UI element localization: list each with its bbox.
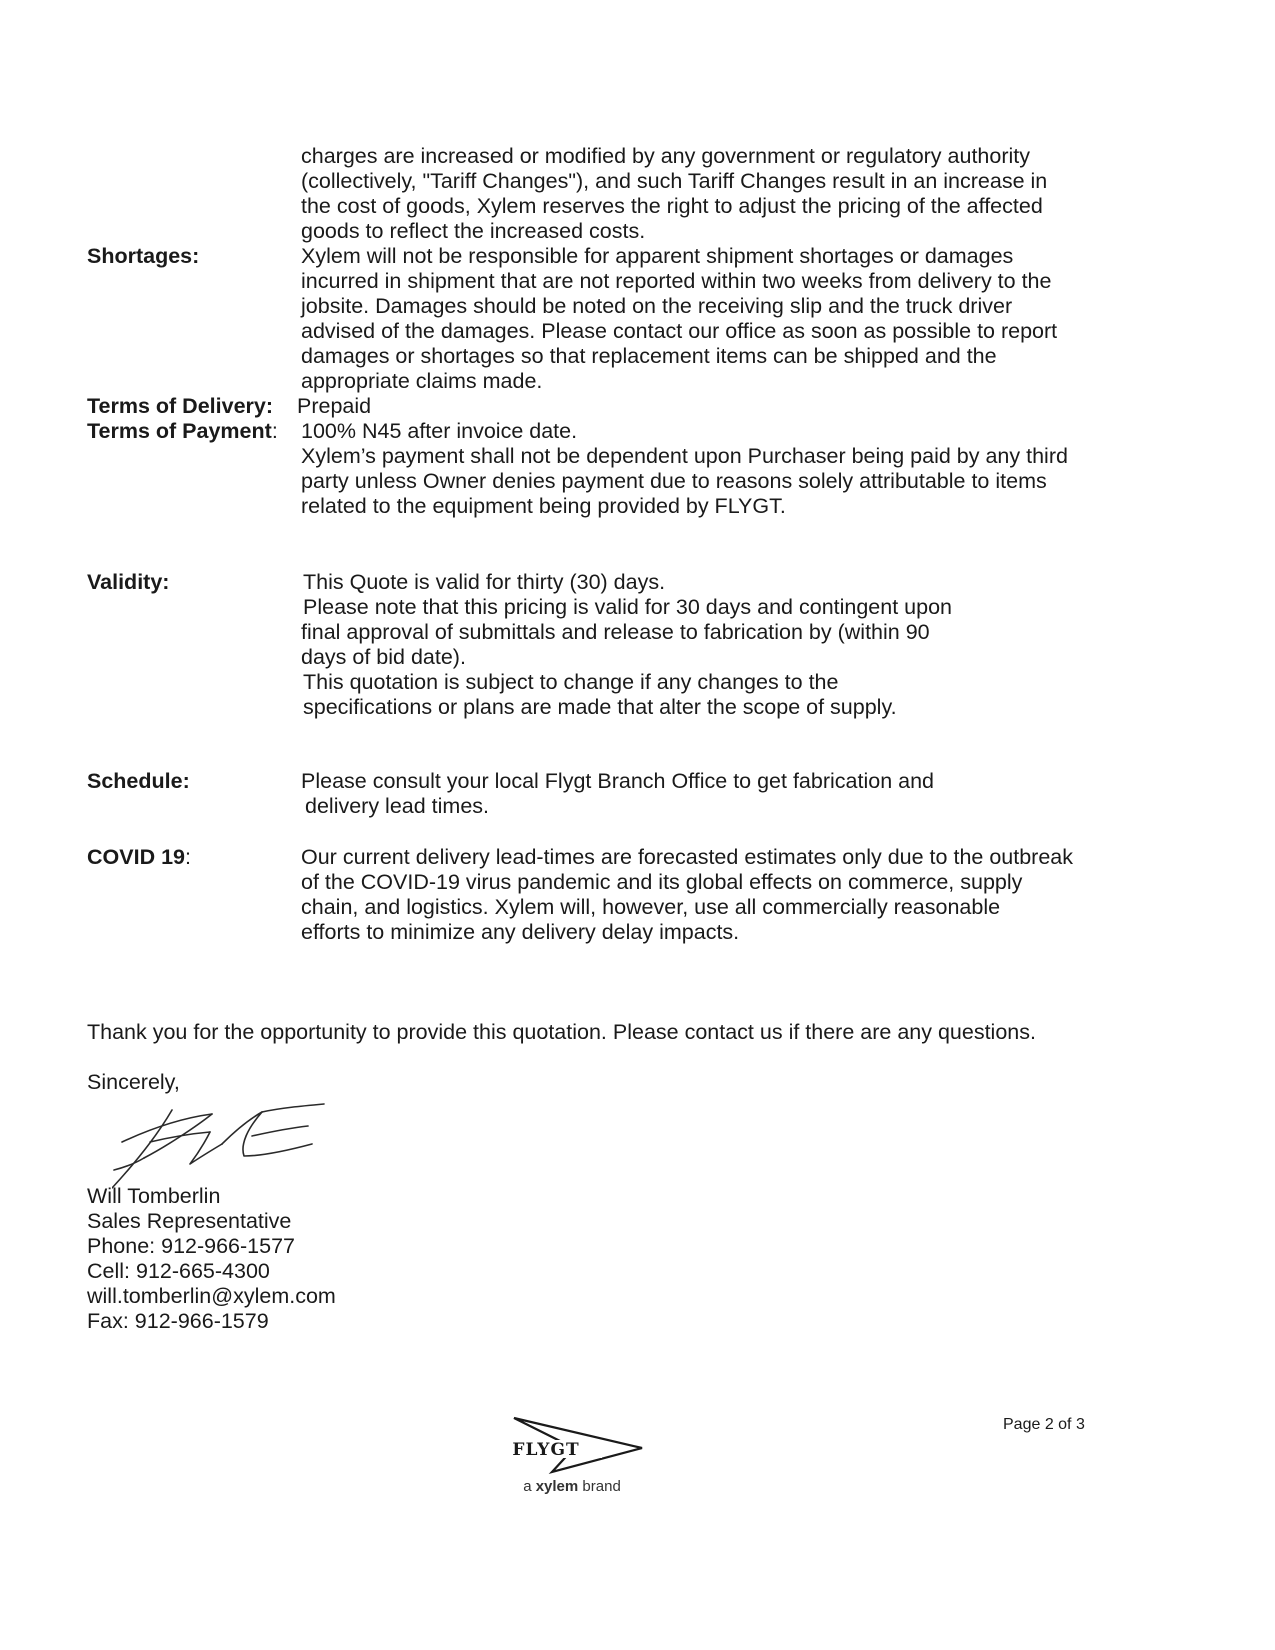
contact-phone: Phone: 912-966-1577	[87, 1234, 296, 1258]
tagline-brand: xylem	[535, 1478, 579, 1495]
covid-label-text: COVID 19	[87, 845, 185, 869]
payment-line: 100% N45 after invoice date.	[301, 419, 578, 443]
covid-label	[87, 844, 191, 870]
covid-line: of the COVID-19 virus pandemic and its global effects on commerce, supply	[301, 870, 1023, 894]
shortages-line: jobsite. Damages should be noted on the receiving slip and the truck driver	[301, 294, 1013, 318]
shortages-line: Xylem will not be responsible for apparent shipment shortages or damages	[301, 244, 1014, 268]
payment-label-text: Terms of Payment	[87, 419, 272, 443]
covid-line: efforts to minimize any delivery delay impacts.	[301, 920, 740, 944]
covid-line: Our current delivery lead-times are forecasted estimates only due to the outbreak	[301, 845, 1073, 869]
delivery-value: Prepaid	[297, 394, 372, 418]
validity-line: specifications or plans are made that alter the scope of supply.	[303, 695, 897, 719]
covid-line: chain, and logistics. Xylem will, however, use all commercially reasonable	[301, 895, 1001, 919]
payment-label	[87, 418, 278, 444]
payment-line: Xylem’s payment shall not be dependent upon Purchaser being paid by any third	[301, 444, 1068, 468]
tariff-line: the cost of goods, Xylem reserves the right to adjust the pricing of the affected	[301, 194, 1043, 218]
validity-label: Validity:	[87, 570, 170, 594]
payment-label-colon: :	[271, 419, 278, 443]
page-number: Page 2 of 3	[1003, 1416, 1085, 1433]
signature-image	[112, 1098, 344, 1194]
shortages-line: damages or shortages so that replacement items can be shipped and the	[301, 344, 997, 368]
contact-fax: Fax: 912-966-1579	[87, 1309, 269, 1333]
schedule-line: Please consult your local Flygt Branch Office to get fabrication and	[301, 769, 935, 793]
schedule-label: Schedule:	[87, 769, 190, 793]
payment-line: related to the equipment being provided by FLYGT.	[301, 494, 786, 518]
shortages-line: incurred in shipment that are not reported within two weeks from delivery to the	[301, 269, 1052, 293]
payment-line: party unless Owner denies payment due to reasons solely attributable to items	[301, 469, 1047, 493]
schedule-line: delivery lead times.	[305, 794, 490, 818]
shortages-line: appropriate claims made.	[301, 369, 543, 393]
validity-line: This quotation is subject to change if any changes to the	[303, 670, 839, 694]
salutation: Sincerely,	[87, 1070, 180, 1094]
delivery-label: Terms of Delivery:	[87, 394, 274, 418]
shortages-line: advised of the damages. Please contact our office as soon as possible to report	[301, 319, 1058, 343]
thank-you-text: Thank you for the opportunity to provide this quotation. Please contact us if there are any questions.	[87, 1020, 1036, 1044]
validity-line: days of bid date).	[301, 645, 466, 669]
tagline-prefix: a	[523, 1478, 532, 1495]
covid-label-colon: :	[184, 845, 191, 869]
tagline-suffix: brand	[582, 1478, 621, 1495]
validity-line: This Quote is valid for thirty (30) days.	[303, 570, 666, 594]
flygt-logo-text: FLYGT	[512, 1440, 580, 1460]
validity-line: Please note that this pricing is valid for 30 days and contingent upon	[303, 595, 952, 619]
logo-tagline	[523, 1478, 621, 1495]
shortages-label: Shortages:	[87, 244, 200, 268]
contact-name: Will Tomberlin	[87, 1184, 221, 1208]
flygt-logo	[482, 1410, 662, 1510]
contact-cell: Cell: 912-665-4300	[87, 1259, 270, 1283]
validity-line: final approval of submittals and release to fabrication by (within 90	[301, 620, 930, 644]
tariff-line: charges are increased or modified by any government or regulatory authority	[301, 144, 1030, 168]
tariff-line: (collectively, "Tariff Changes"), and such Tariff Changes result in an increase in	[301, 169, 1048, 193]
contact-email: will.tomberlin@xylem.com	[87, 1284, 336, 1308]
tariff-line: goods to reflect the increased costs.	[301, 219, 646, 243]
contact-title: Sales Representative	[87, 1209, 292, 1233]
